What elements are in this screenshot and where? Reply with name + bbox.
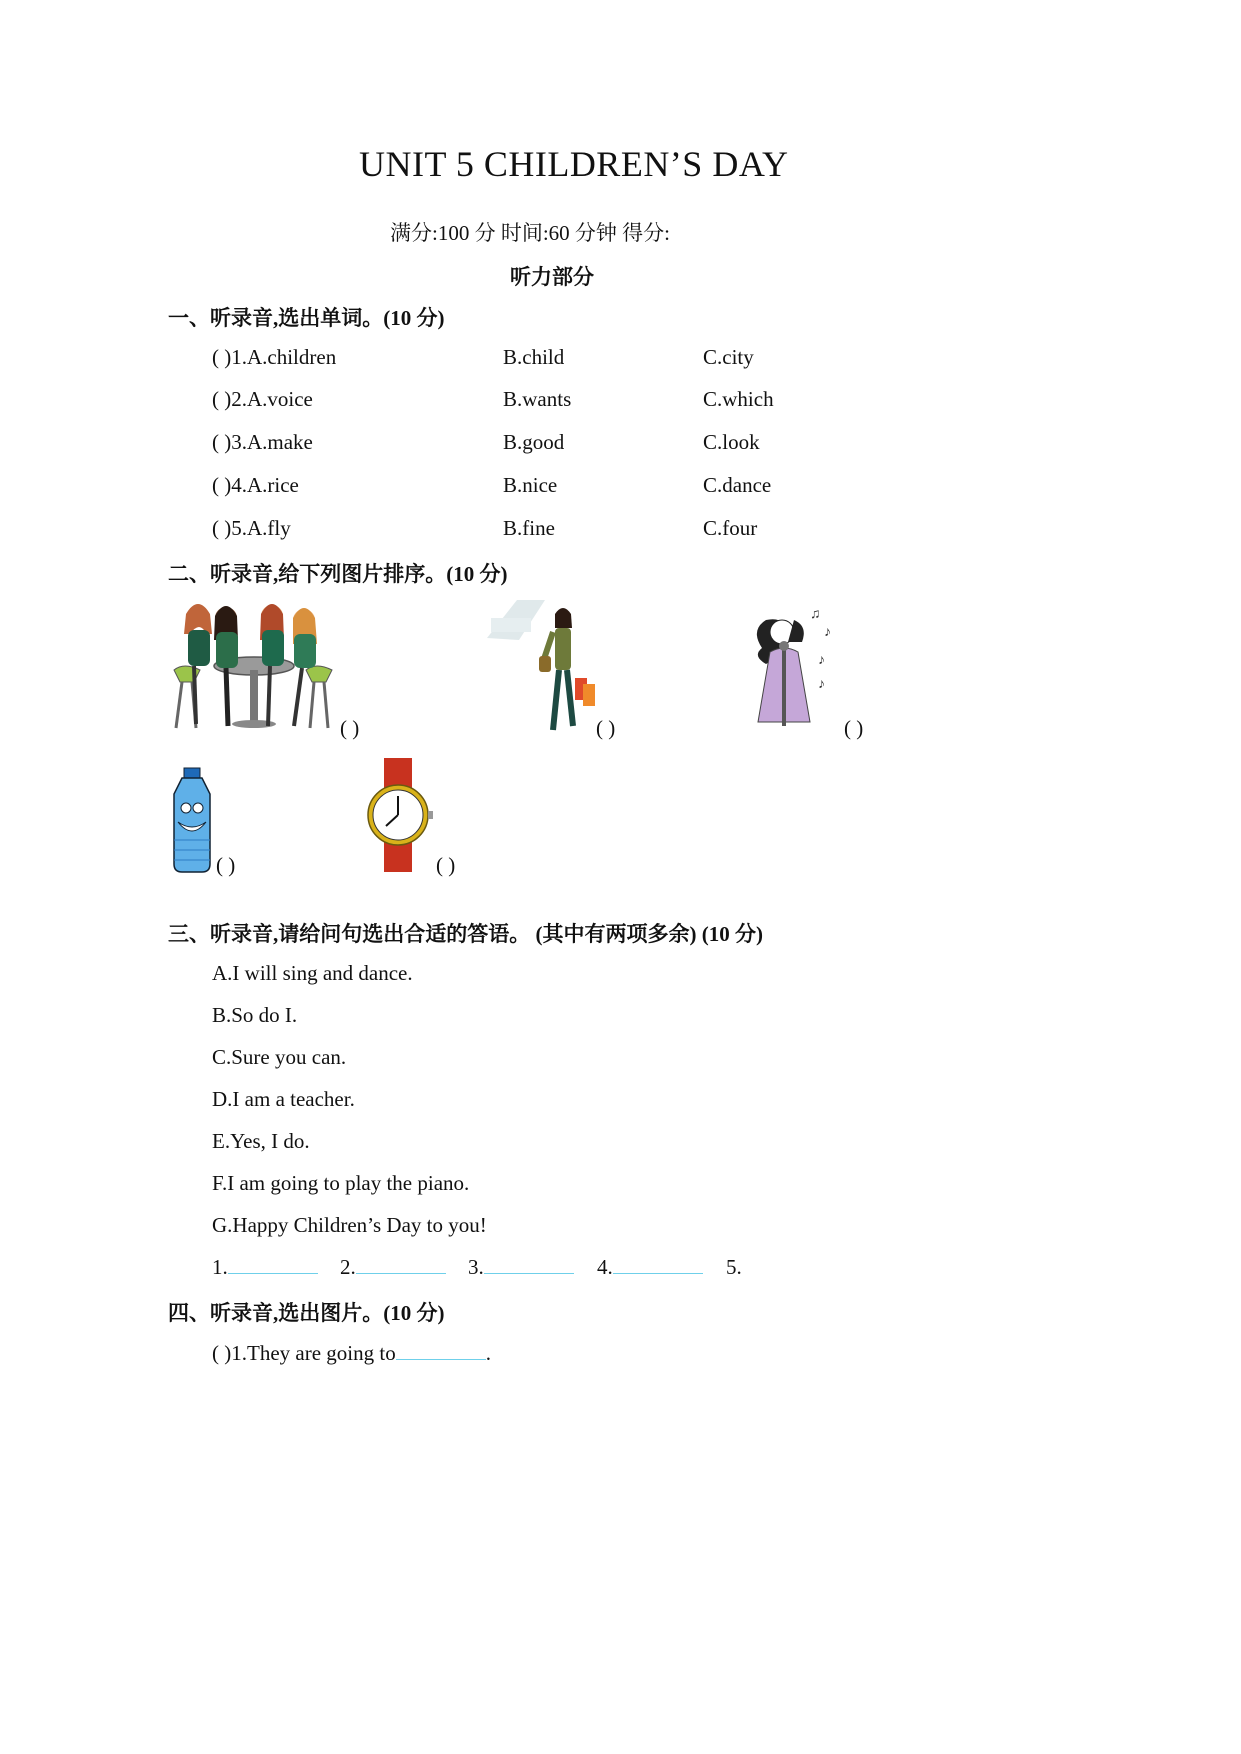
svg-text:♪: ♪ xyxy=(818,653,825,668)
s2-paren-4: ( ) xyxy=(216,853,236,877)
s1-row-4-a: ( )4.A.rice xyxy=(212,473,299,497)
s1-row-3-a: ( )3.A.make xyxy=(212,430,313,454)
s2-paren-5: ( ) xyxy=(436,853,456,877)
s1-row-1-a: ( )1.A.children xyxy=(212,345,337,369)
svg-text:♪: ♪ xyxy=(824,625,831,640)
s3-option-g: G.Happy Children’s Day to you! xyxy=(212,1213,487,1237)
part-heading: 听力部分 xyxy=(510,265,594,289)
s3-answer-4-num: 4. xyxy=(597,1255,613,1279)
s1-row-1-c: C.city xyxy=(703,345,754,369)
svg-text:♫: ♫ xyxy=(810,607,821,622)
s3-answer-4-blank[interactable] xyxy=(613,1272,703,1274)
s1-row-5-a: ( )5.A.fly xyxy=(212,516,291,540)
s4-question-1-blank[interactable] xyxy=(396,1358,486,1360)
section-2-heading: 二、听录音,给下列图片排序。(10 分) xyxy=(168,562,508,586)
women-at-table-illustration xyxy=(166,600,338,736)
s1-row-5-b: B.fine xyxy=(503,516,555,540)
s3-answer-5-num: 5. xyxy=(726,1255,742,1279)
s1-row-4-c: C.dance xyxy=(703,473,772,497)
s1-row-1-b: B.child xyxy=(503,345,565,369)
s1-row-4-b: B.nice xyxy=(503,473,558,497)
s3-option-e: E.Yes, I do. xyxy=(212,1129,310,1153)
s3-answer-1-blank[interactable] xyxy=(228,1272,318,1274)
s4-question-1-end: . xyxy=(485,1341,491,1365)
s3-option-a: A.I will sing and dance. xyxy=(212,961,413,985)
s2-paren-1: ( ) xyxy=(340,716,360,740)
wristwatch-illustration xyxy=(366,758,434,872)
s3-option-d: D.I am a teacher. xyxy=(212,1087,355,1111)
s3-option-f: F.I am going to play the piano. xyxy=(212,1171,470,1195)
s1-row-3-b: B.good xyxy=(503,430,565,454)
s4-question-1 xyxy=(212,1341,491,1366)
s3-answer-2 xyxy=(340,1255,446,1280)
s3-answer-3 xyxy=(468,1255,574,1280)
s3-answer-3-blank[interactable] xyxy=(484,1272,574,1274)
s3-option-c: C.Sure you can. xyxy=(212,1045,347,1069)
s3-answer-5 xyxy=(726,1255,742,1280)
water-bottle-illustration xyxy=(166,766,218,874)
s3-answer-2-blank[interactable] xyxy=(356,1272,446,1274)
exam-meta: 满分:100 分 时间:60 分钟 得分: xyxy=(390,221,671,245)
svg-text:♪: ♪ xyxy=(818,677,825,692)
section-1-heading: 一、听录音,选出单词。(10 分) xyxy=(168,306,445,330)
s3-answer-1-num: 1. xyxy=(212,1255,228,1279)
s3-answer-1 xyxy=(212,1255,318,1280)
s1-row-2-c: C.which xyxy=(703,387,774,411)
s1-row-2-b: B.wants xyxy=(503,387,572,411)
s3-answer-2-num: 2. xyxy=(340,1255,356,1279)
page-title: UNIT 5 CHILDREN’S DAY xyxy=(359,144,789,184)
s1-row-3-c: C.look xyxy=(703,430,760,454)
s4-question-1-text: ( )1.They are going to xyxy=(212,1341,396,1365)
s3-answer-3-num: 3. xyxy=(468,1255,484,1279)
s1-row-5-c: C.four xyxy=(703,516,758,540)
section-4-heading: 四、听录音,选出图片。(10 分) xyxy=(168,1301,445,1325)
s3-option-b: B.So do I. xyxy=(212,1003,298,1027)
s2-paren-2: ( ) xyxy=(596,716,616,740)
section-3-heading: 三、听录音,请给问句选出合适的答语。 (其中有两项多余) (10 分) xyxy=(168,922,763,946)
s3-answer-4 xyxy=(597,1255,703,1280)
s1-row-2-a: ( )2.A.voice xyxy=(212,387,313,411)
singing-woman-illustration xyxy=(744,602,844,734)
shopping-woman-illustration xyxy=(487,598,599,738)
s2-paren-3: ( ) xyxy=(844,716,864,740)
